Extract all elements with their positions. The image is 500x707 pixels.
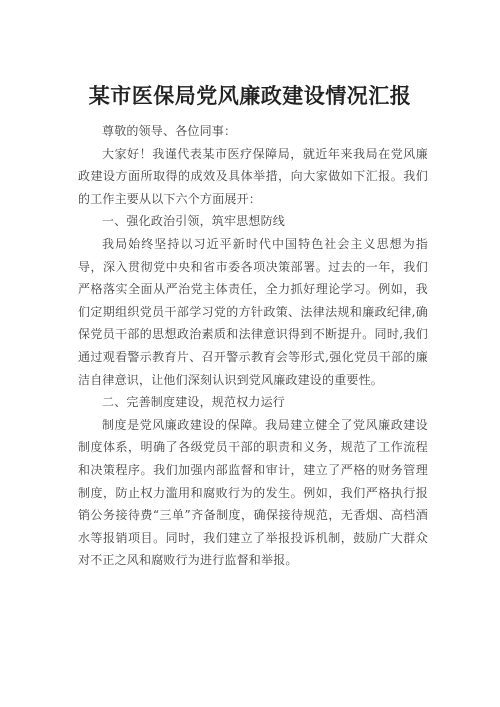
section1-paragraph: 我局始终坚持以习近平新时代中国特色社会主义思想为指导，深入贯彻党中央和省市委各项决策部署。过去的一年，我们严格落实全面从严治党主体责任，全力抓好理论学习。例如，我们定期组织党员干部学习党的方针政策、法律法规和廉政纪律,确保党员干部的思想政治素质和法律意识得到不断提升。同时,我们通过观看警示教育片、召开警示教育会等形式,强化党员干部的廉洁自律意识，让他们深刻认识到党风廉政建设的重要性。	[78, 236, 428, 387]
document-body	[78, 120, 428, 572]
intro-paragraph: 大家好！我谨代表某市医疗保障局，就近年来我局在党风廉政建设方面所取得的成效及具体举措，向大家做如下汇报。我们的工作主要从以下六个方面展开：	[78, 146, 428, 206]
section2-heading: 二、完善制度建设，规范权力运行	[102, 395, 286, 410]
salutation-paragraph: 尊敬的领导、各位同事：	[102, 124, 237, 138]
section1-heading: 一、强化政治引领，筑牢思想防线	[102, 214, 286, 229]
section2-paragraph: 制度是党风廉政建设的保障。我局建立健全了党风廉政建设制度体系，明确了各级党员干部的职责和义务，规范了工作流程和决策程序。我们加强内部监督和审计，建立了严格的财务管理制度，防止权力滥用和腐败行为的发生。例如，我们严格执行报销公务接待费“三单”齐备制度，确保接待规范，无香烟、高档酒水等报销项目。同时，我们建立了举报投诉机制，鼓励广大群众对不正之风和腐败行为进行监督和举报。	[78, 417, 428, 568]
document-title: 某市医保局党风廉政建设情况汇报	[88, 84, 412, 108]
